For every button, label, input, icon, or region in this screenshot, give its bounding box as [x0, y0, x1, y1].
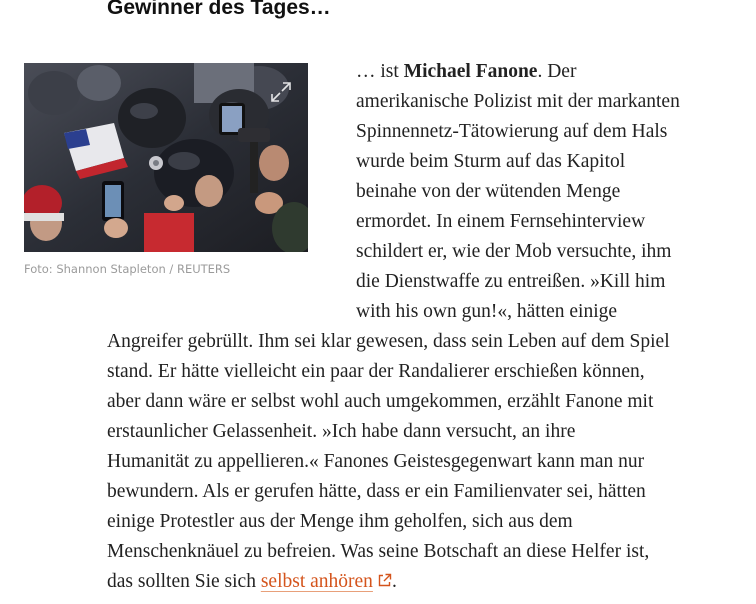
article-body: [107, 57, 731, 597]
article-line: die Dienstwaffe zu entreißen. »Kill him: [356, 271, 666, 292]
article-line: [107, 57, 731, 87]
closing-period: .: [391, 571, 397, 592]
article-line: aber dann wäre er selbst wohl auch umgekommen, erzählt Fanone mit: [107, 391, 654, 412]
article-line: einige Protestler aus der Menge ihm geholfen, sich aus dem: [107, 511, 573, 532]
intro-text-end: . Der: [537, 61, 577, 82]
article-line: amerikanische Polizist mit der markanten: [356, 91, 680, 112]
article-line: stand. Er hätte vielleicht ein paar der Randalierer erschießen können,: [107, 361, 645, 382]
article-line: Spinnennetz-Tätowierung auf dem Hals: [356, 121, 668, 142]
listen-link[interactable]: [261, 571, 392, 592]
person-name: Michael Fanone: [403, 61, 538, 82]
article-line: Humanität zu appellieren.« Fanones Geistesgegenwart kann man nur: [107, 451, 645, 472]
listen-link-label[interactable]: selbst anhören: [260, 571, 373, 592]
external-link-icon[interactable]: [377, 573, 392, 588]
article-line: ermordet. In einem Fernsehinterview: [356, 211, 646, 232]
article-line: with his own gun!«, hätten einige: [356, 301, 618, 322]
closing-text: das sollten Sie sich: [107, 571, 261, 592]
article-line: bewundern. Als er gerufen hätte, dass er ein Familienvater sei, hätten: [107, 481, 646, 502]
article-line: beinahe von der wütenden Menge: [356, 181, 621, 202]
article-line: erstaunlicher Gelassenheit. »Ich habe dann versucht, an ihre: [107, 421, 576, 442]
article-line-last: [107, 567, 731, 597]
article-line: schildert er, wie der Mob versuchte, ihm: [356, 241, 672, 262]
article-line: wurde beim Sturm auf das Kapitol: [356, 151, 626, 172]
section-heading: Gewinner des Tages…: [107, 0, 331, 19]
article-line: Menschenknäuel zu befreien. Was seine Botschaft an diese Helfer ist,: [107, 541, 650, 562]
photo-caption: Foto: Shannon Stapleton / REUTERS: [24, 262, 231, 276]
intro-text: … ist: [356, 61, 404, 82]
article-line: Angreifer gebrüllt. Ihm sei klar gewesen, dass sein Leben auf dem Spiel: [107, 331, 670, 352]
